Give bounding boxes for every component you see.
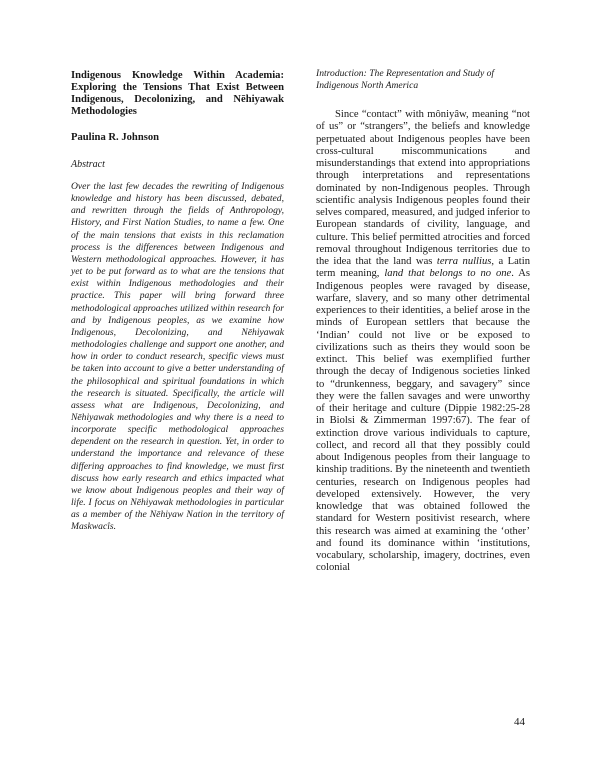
latin-term-meaning: land that belongs to no one	[384, 268, 512, 280]
article-title: Indigenous Knowledge Within Academia: Exploring the Tensions That Exist Between Indigenous, Decolonizing, and Nēhiyawak Methodologies	[71, 70, 284, 117]
abstract-heading: Abstract	[71, 159, 105, 170]
left-column	[71, 68, 284, 534]
introduction-text-part-2: , a Latin term meaning,	[316, 256, 530, 280]
page-number: 44	[514, 716, 525, 728]
right-column	[316, 68, 530, 575]
introduction-text-part-1: Since “contact” with môniyâw, meaning “not of us” or “strangers”, the beliefs and knowledge perpetuated about Indigenous peoples have been cross-cultural miscommunications and misunderstandings that extend into appropriations through interpretations and representations dominated by non-Indigenous peoples. Through scientific analysis Indigenous peoples found their selves compared, measured, and judged inferior to European standards of civility, language, and culture. This belief permitted atrocities and forced removal throughout Indigenous territories due to the idea that the land was	[316, 109, 530, 268]
author-name: Paulina R. Johnson	[71, 132, 160, 143]
introduction-heading: Introduction: The Representation and Study of Indigenous North America	[316, 68, 495, 92]
abstract-text: Over the last few decades the rewriting of Indigenous knowledge and history has been discussed, debated, and rewritten through the fields of Anthropology, History, and First Nation Studies, to name a few. One of the main tensions that exists in this reclamation process is the differences between Indigenous and Western methodological approaches. However, it has yet to be put forward as to what are the tensions that exist within Indigenous methodologies and their practice. This paper will bring forward three methodological approaches utilized within research for and by Indigenous peoples, as we examine how Indigenous, Decolonizing, and Nēhiyawak methodologies challenge and support one another, and how in order to conduct research, specific views must be taken into account to give a better understanding of the philosophical and spiritual foundations in which the research is situated. Specifically, the article will assess what are Indigenous, Decolonizing, and Nēhiyawak methodologies and why there is a need to incorporate specific methodological approaches dependent on the research in question. Yet, in order to understand the importance and relevance of these differing approaches to find knowledge, we must first discuss how early research and ethics impacted what we know about Indigenous peoples and their way of life. I focus on Nēhiyawak methodologies in particular as a member of the Nēhiyaw Nation in the territory of Maskwacîs.	[71, 181, 284, 533]
latin-term: terra nullius	[436, 256, 492, 268]
introduction-text-part-3: . As Indigenous peoples were ravaged by disease, warfare, slavery, and so many other detrimental experiences to their identities, a belief arose in the minds of European settlers that because the ‘Indian’ could not live or be exposed to civilizations such as theirs they would soon be extinct. This belief was exemplified further through the decay of Indigenous societies linked to “drunkenness, beggary, and savagery” since they were the fallen savages and were unworthy of their heritage and culture (Dippie 1982:25-28 in Biolsi & Zimmerman 1997:67). The fear of extinction drove various individuals to capture, collect, and record all that they possibly could about Indigenous peoples from their language to kinship traditions. By the nineteenth and twentieth centuries, research on Indigenous peoples had developed extensively. However, the very knowledge that was obtained followed the standard for Western positivist research, where this research was aimed at examining the ‘other’ and found its dominance within ‘institutions, vocabulary, scholarship, imagery, doctrines, even colonial	[316, 268, 530, 574]
introduction-paragraph	[316, 109, 530, 575]
